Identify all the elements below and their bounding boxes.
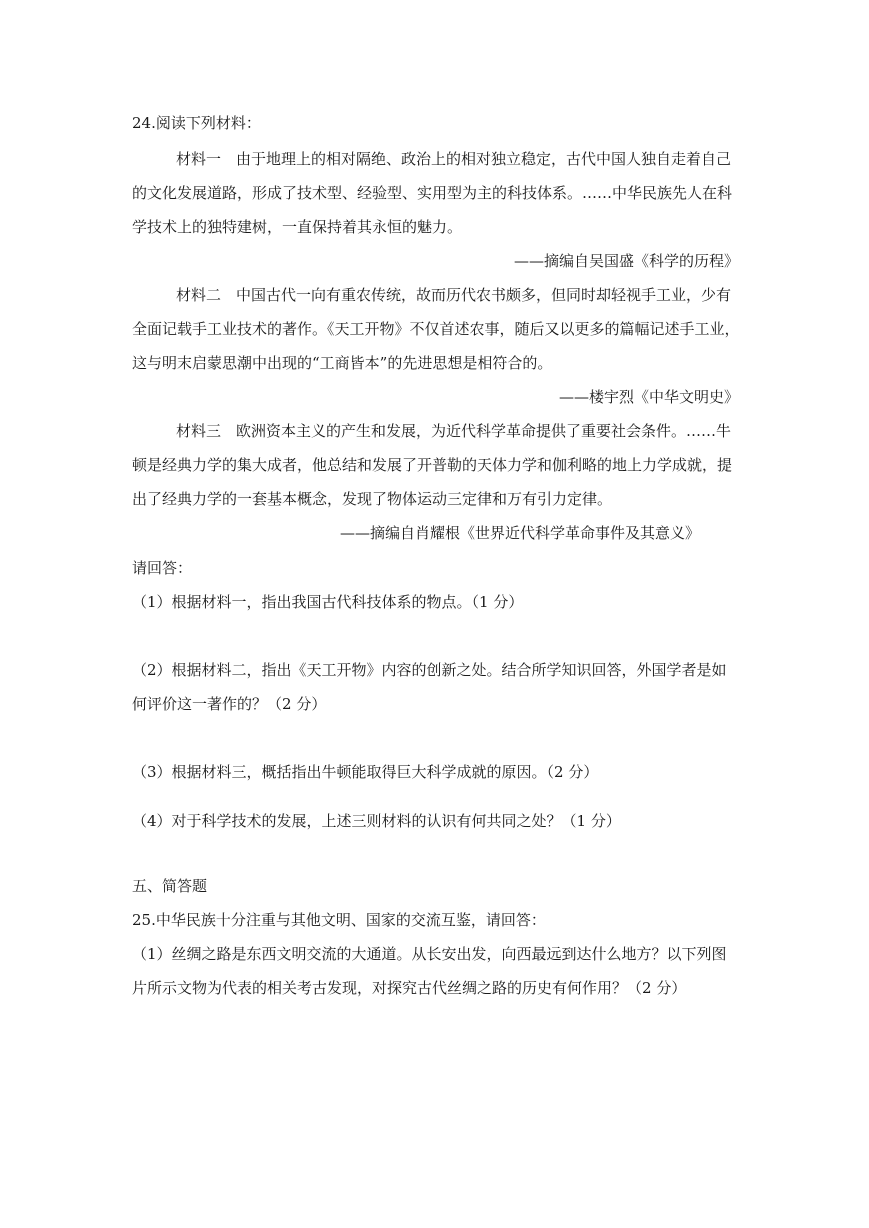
- material-2-source: ——楼宇烈《中华文明史》: [558, 388, 739, 406]
- section-5-heading: 五、简答题: [132, 877, 208, 895]
- answer-prompt: 请回答：: [132, 559, 193, 577]
- q24-title: 24.阅读下列材料：: [132, 114, 261, 132]
- q24-subquestion-3: （3）根据材料三，概括指出牛顿能取得巨大科学成就的原因。（2 分）: [132, 763, 599, 781]
- material-2-line-1: 材料二 中国古代一向有重农传统，故而历代农书颇多，但同时却轻视手工业，少有: [176, 286, 732, 304]
- material-2-line-2: 全面记载手工业技术的著作。《天工开物》不仅首述农事，随后又以更多的篇幅记述手工业，: [132, 320, 740, 338]
- material-3-source: ——摘编自肖耀根《世界近代科学革命事件及其意义》: [340, 524, 701, 542]
- material-3-line-3: 出了经典力学的一套基本概念，发现了物体运动三定律和万有引力定律。: [132, 490, 613, 508]
- material-1-line-3: 学技术上的独特建树，一直保持着其永恒的魅力。: [132, 218, 463, 236]
- q24-subquestion-2-line-1: （2）根据材料二，指出《天工开物》内容的创新之处。结合所学知识回答，外国学者是如: [132, 661, 727, 679]
- material-3-line-2: 顿是经典力学的集大成者，他总结和发展了开普勒的天体力学和伽利略的地上力学成就，提: [132, 456, 733, 474]
- q25-subquestion-1-line-2: 片所示文物为代表的相关考古发现，对探究古代丝绸之路的历史有何作用？（2 分）: [132, 979, 687, 997]
- material-1-line-1: 材料一 由于地理上的相对隔绝、政治上的相对独立稳定，古代中国人独自走着自己: [176, 150, 732, 168]
- material-1-line-2: 的文化发展道路，形成了技术型、经验型、实用型为主的科技体系。……中华民族先人在科: [132, 184, 733, 202]
- q24-subquestion-1: （1）根据材料一，指出我国古代科技体系的物点。（1 分）: [132, 593, 524, 611]
- material-3-line-1: 材料三 欧洲资本主义的产生和发展，为近代科学革命提供了重要社会条件。……牛: [176, 422, 732, 440]
- q24-subquestion-4: （4）对于科学技术的发展，上述三则材料的认识有何共同之处？（1 分）: [132, 812, 621, 830]
- q25-title: 25.中华民族十分注重与其他文明、国家的交流互鉴，请回答：: [132, 911, 546, 929]
- material-1-source: ——摘编自吴国盛《科学的历程》: [513, 252, 739, 270]
- q25-subquestion-1-line-1: （1）丝绸之路是东西文明交流的大通道。从长安出发，向西最远到达什么地方？以下列图: [132, 945, 727, 963]
- material-2-line-3: 这与明末启蒙思潮中出现的“工商皆本”的先进思想是相符合的。: [132, 354, 553, 372]
- q24-subquestion-2-line-2: 何评价这一著作的？（2 分）: [132, 695, 327, 713]
